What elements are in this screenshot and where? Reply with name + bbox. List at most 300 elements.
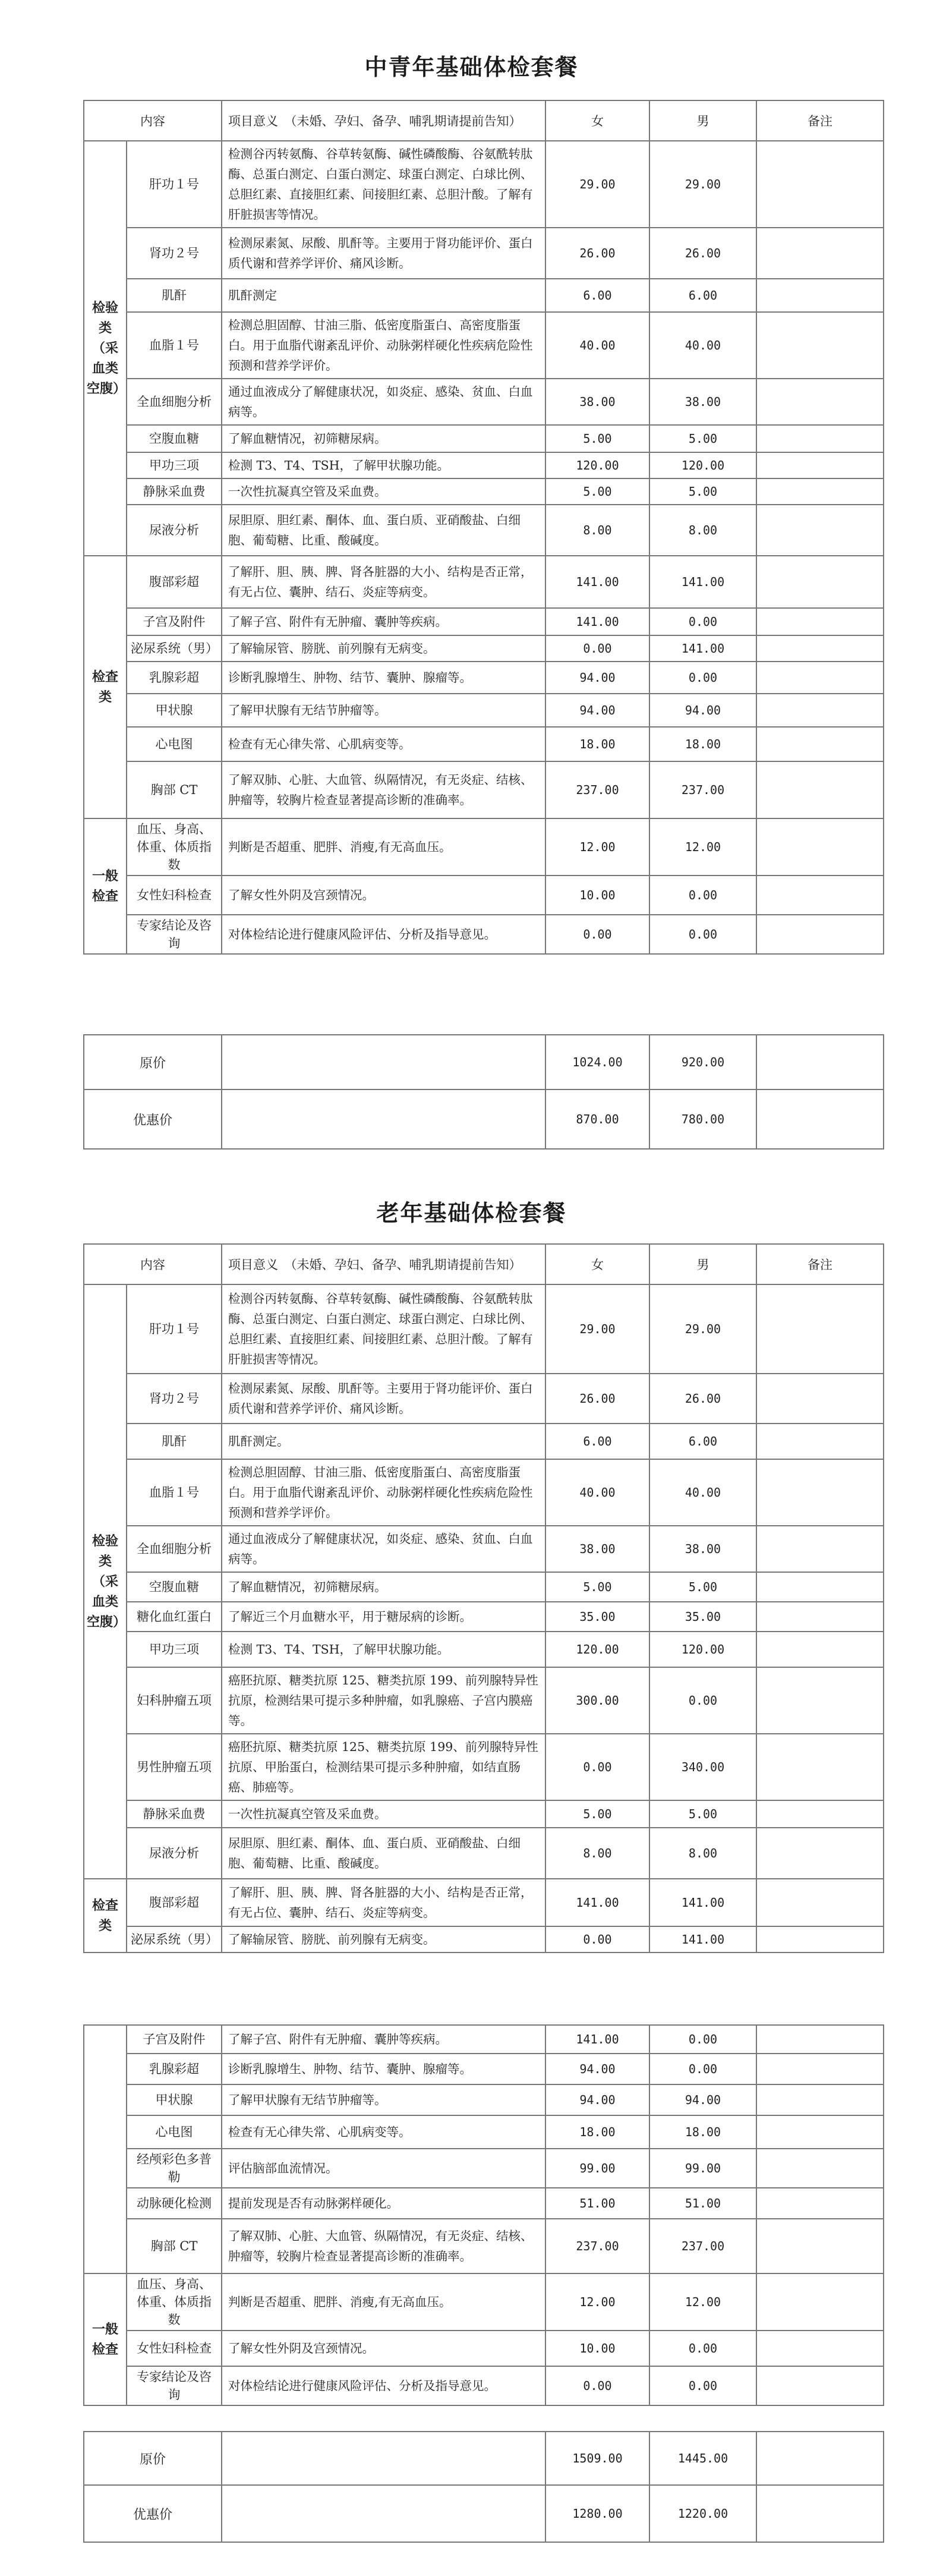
item-name: 肾功２号 — [127, 1374, 222, 1424]
table-row — [84, 505, 884, 556]
note-cell — [756, 1572, 884, 1602]
note-cell — [756, 1374, 884, 1424]
table-row — [84, 2054, 884, 2084]
item-name: 腹部彩超 — [127, 1879, 222, 1926]
price-male: 29.00 — [649, 1284, 756, 1374]
table-row — [84, 635, 884, 662]
table-row — [84, 608, 884, 635]
item-description: 了解甲状腺有无结节肿瘤等。 — [222, 2084, 545, 2115]
note-cell — [756, 2188, 884, 2219]
item-description: 判断是否超重、肥胖、消瘦,有无高血压。 — [222, 818, 545, 876]
item-name: 心电图 — [127, 727, 222, 761]
table-row — [84, 1632, 884, 1667]
discount-price-label: 优惠价 — [84, 2485, 222, 2542]
price-female: 12.00 — [545, 2273, 649, 2331]
note-cell — [756, 1602, 884, 1632]
price-female: 12.00 — [545, 818, 649, 876]
price-male: 5.00 — [649, 425, 756, 452]
price-male: 340.00 — [649, 1734, 756, 1800]
item-name: 糖化血红蛋白 — [127, 1602, 222, 1632]
item-name: 静脉采血费 — [127, 1800, 222, 1828]
note-cell — [756, 1424, 884, 1459]
item-name: 尿液分析 — [127, 1828, 222, 1879]
note-cell — [756, 915, 884, 954]
note-cell — [756, 478, 884, 505]
discount-price-male: 1220.00 — [649, 2485, 756, 2542]
item-name: 全血细胞分析 — [127, 1526, 222, 1572]
table-row — [84, 425, 884, 452]
price-female: 0.00 — [545, 2366, 649, 2405]
category-cell: 一般检查 — [84, 2273, 127, 2405]
item-description: 检查有无心律失常、心肌病变等。 — [222, 2115, 545, 2149]
note-cell — [756, 608, 884, 635]
note-cell — [756, 2054, 884, 2084]
table-row — [84, 1926, 884, 1953]
price-male: 120.00 — [649, 1632, 756, 1667]
item-description: 了解血糖情况，初筛糖尿病。 — [222, 425, 545, 452]
note-cell — [756, 876, 884, 915]
item-name: 甲功三项 — [127, 452, 222, 478]
price-female: 300.00 — [545, 1667, 649, 1734]
price-female: 0.00 — [545, 1734, 649, 1800]
price-male: 29.00 — [649, 141, 756, 228]
item-name: 血压、身高、体重、体质指数 — [127, 818, 222, 876]
table-row — [84, 2219, 884, 2273]
item-description: 对体检结论进行健康风险评估、分析及指导意见。 — [222, 2366, 545, 2405]
note-cell — [756, 2331, 884, 2366]
discount-price-female: 1280.00 — [545, 2485, 649, 2542]
price-male: 0.00 — [649, 608, 756, 635]
note-cell — [756, 2273, 884, 2331]
item-description: 了解肝、胆、胰、脾、肾各脏器的大小、结构是否正常，有无占位、囊肿、结石、炎症等病变。 — [222, 556, 545, 608]
item-description: 检测总胆固醇、甘油三脂、低密度脂蛋白、高密度脂蛋白。用于血脂代谢紊乱评价、动脉粥样硬化性疾病危险性预测和营养学评价。 — [222, 312, 545, 379]
note-cell — [756, 2025, 884, 2054]
item-name: 甲状腺 — [127, 694, 222, 727]
price-male: 0.00 — [649, 2054, 756, 2084]
discount-price-row — [84, 2485, 884, 2542]
item-description: 诊断乳腺增生、肿物、结节、囊肿、腺瘤等。 — [222, 2054, 545, 2084]
table-row — [84, 2188, 884, 2219]
table-row — [84, 1424, 884, 1459]
item-description: 尿胆原、胆红素、酮体、血、蛋白质、亚硝酸盐、白细胞、葡萄糖、比重、酸碱度。 — [222, 1828, 545, 1879]
category-cell: 检查类 — [84, 1879, 127, 1953]
note-cell — [756, 1526, 884, 1572]
price-female: 35.00 — [545, 1602, 649, 1632]
table-row — [84, 228, 884, 279]
price-female: 120.00 — [545, 1632, 649, 1667]
note-cell — [756, 1879, 884, 1926]
price-male: 141.00 — [649, 635, 756, 662]
table-row — [84, 1526, 884, 1572]
price-male: 38.00 — [649, 1526, 756, 1572]
item-description: 检测谷丙转氨酶、谷草转氨酶、碱性磷酸酶、谷氨酰转肽酶、总蛋白测定、白蛋白测定、球蛋白测定、白球比例、总胆红素、直接胆红素、间接胆红素、总胆汁酸。了解有肝脏损害等情况。 — [222, 141, 545, 228]
discount-price-female: 870.00 — [545, 1089, 649, 1149]
item-description: 了解双肺、心脏、大血管、纵隔情况，有无炎症、结核、肿瘤等，较胸片检查显著提高诊断的准确率。 — [222, 761, 545, 818]
item-description: 了解血糖情况，初筛糖尿病。 — [222, 1572, 545, 1602]
note-cell — [756, 425, 884, 452]
item-description: 检测谷丙转氨酶、谷草转氨酶、碱性磷酸酶、谷氨酰转肽酶、总蛋白测定、白蛋白测定、球蛋白测定、白球比例、总胆红素、直接胆红素、间接胆红素、总胆汁酸。了解有肝脏损害等情况。 — [222, 1284, 545, 1374]
price-male: 5.00 — [649, 1572, 756, 1602]
item-name: 女性妇科检查 — [127, 2331, 222, 2366]
item-name: 泌尿系统（男） — [127, 1926, 222, 1953]
note-cell — [756, 662, 884, 694]
table-row — [84, 761, 884, 818]
price-female: 26.00 — [545, 228, 649, 279]
price-female: 141.00 — [545, 1879, 649, 1926]
note-cell — [756, 1800, 884, 1828]
table-row — [84, 1879, 884, 1926]
note-cell — [756, 2366, 884, 2405]
header-meaning: 项目意义 （未婚、孕妇、备孕、哺乳期请提前告知） — [222, 1244, 545, 1284]
price-male: 40.00 — [649, 312, 756, 379]
item-description: 检测 T3、T4、TSH，了解甲状腺功能。 — [222, 1632, 545, 1667]
note-cell — [756, 761, 884, 818]
price-female: 38.00 — [545, 1526, 649, 1572]
item-name: 泌尿系统（男） — [127, 635, 222, 662]
price-female: 5.00 — [545, 425, 649, 452]
price-male: 0.00 — [649, 876, 756, 915]
item-description: 评估脑部血流情况。 — [222, 2149, 545, 2188]
table-row — [84, 1800, 884, 1828]
price-female: 5.00 — [545, 1572, 649, 1602]
table-row — [84, 478, 884, 505]
note-cell — [756, 452, 884, 478]
item-name: 专家结论及咨询 — [127, 915, 222, 954]
price-male: 94.00 — [649, 694, 756, 727]
item-name: 经颅彩色多普勒 — [127, 2149, 222, 2188]
note-cell — [756, 556, 884, 608]
note-cell — [756, 635, 884, 662]
item-description: 对体检结论进行健康风险评估、分析及指导意见。 — [222, 915, 545, 954]
price-male: 40.00 — [649, 1459, 756, 1526]
item-description: 检测尿素氮、尿酸、肌酐等。主要用于肾功能评价、蛋白质代谢和营养学评价、痛风诊断。 — [222, 228, 545, 279]
table-row — [84, 1734, 884, 1800]
price-male: 141.00 — [649, 1879, 756, 1926]
header-female: 女 — [545, 1244, 649, 1284]
item-name: 全血细胞分析 — [127, 379, 222, 425]
header-meaning: 项目意义 （未婚、孕妇、备孕、哺乳期请提前告知） — [222, 100, 545, 141]
price-female: 94.00 — [545, 694, 649, 727]
price-male: 26.00 — [649, 1374, 756, 1424]
price-male: 120.00 — [649, 452, 756, 478]
item-name: 血脂１号 — [127, 1459, 222, 1526]
price-female: 237.00 — [545, 761, 649, 818]
price-female: 94.00 — [545, 2054, 649, 2084]
item-name: 胸部 CT — [127, 761, 222, 818]
price-female: 141.00 — [545, 556, 649, 608]
item-name: 血压、身高、体重、体质指数 — [127, 2273, 222, 2331]
price-female: 141.00 — [545, 608, 649, 635]
note-cell — [756, 141, 884, 228]
table-row — [84, 727, 884, 761]
note-cell — [756, 727, 884, 761]
table-row — [84, 1459, 884, 1526]
price-female: 0.00 — [545, 915, 649, 954]
category-cell: 检验类（采血类空腹） — [84, 141, 127, 556]
original-price-female: 1509.00 — [545, 2432, 649, 2485]
note-cell — [756, 2084, 884, 2115]
item-description: 检测总胆固醇、甘油三脂、低密度脂蛋白、高密度脂蛋白。用于血脂代谢紊乱评价、动脉粥样硬化性疾病危险性预测和营养学评价。 — [222, 1459, 545, 1526]
note-cell — [756, 1734, 884, 1800]
table-header-row — [84, 100, 884, 141]
table-row — [84, 2149, 884, 2188]
note-cell — [756, 694, 884, 727]
item-name: 女性妇科检查 — [127, 876, 222, 915]
item-name: 血脂１号 — [127, 312, 222, 379]
item-name: 空腹血糖 — [127, 425, 222, 452]
price-female: 94.00 — [545, 662, 649, 694]
price-female: 0.00 — [545, 1926, 649, 1953]
item-name: 乳腺彩超 — [127, 2054, 222, 2084]
item-description: 通过血液成分了解健康状况，如炎症、感染、贫血、白血病等。 — [222, 379, 545, 425]
item-description: 了解双肺、心脏、大血管、纵隔情况，有无炎症、结核、肿瘤等，较胸片检查显著提高诊断的准确率。 — [222, 2219, 545, 2273]
price-male: 0.00 — [649, 915, 756, 954]
table-row — [84, 2331, 884, 2366]
note-cell — [756, 1284, 884, 1374]
table-row — [84, 876, 884, 915]
price-male: 5.00 — [649, 478, 756, 505]
note-cell — [756, 1667, 884, 1734]
price-male: 94.00 — [649, 2084, 756, 2115]
item-description: 一次性抗凝真空管及采血费。 — [222, 478, 545, 505]
table-row — [84, 1602, 884, 1632]
price-male: 141.00 — [649, 556, 756, 608]
price-male: 8.00 — [649, 1828, 756, 1879]
price-male: 12.00 — [649, 2273, 756, 2331]
price-male: 38.00 — [649, 379, 756, 425]
item-description: 了解肝、胆、胰、脾、肾各脏器的大小、结构是否正常，有无占位、囊肿、结石、炎症等病变。 — [222, 1879, 545, 1926]
item-description: 了解甲状腺有无结节肿瘤等。 — [222, 694, 545, 727]
price-male: 6.00 — [649, 1424, 756, 1459]
item-name: 甲功三项 — [127, 1632, 222, 1667]
item-name: 甲状腺 — [127, 2084, 222, 2115]
item-description: 了解近三个月血糖水平，用于糖尿病的诊断。 — [222, 1602, 545, 1632]
note-cell — [756, 2115, 884, 2149]
header-note: 备注 — [756, 1244, 884, 1284]
note-cell — [756, 1828, 884, 1879]
price-male: 237.00 — [649, 761, 756, 818]
table-row — [84, 1374, 884, 1424]
table-row — [84, 279, 884, 312]
item-description: 癌胚抗原、糖类抗原 125、糖类抗原 199、前列腺特异性抗原、甲胎蛋白，检测结果可提示多种肿瘤，如结直肠癌、肺癌等。 — [222, 1734, 545, 1800]
package-title: 老年基础体检套餐 — [376, 1199, 567, 1226]
price-female: 5.00 — [545, 1800, 649, 1828]
item-name: 腹部彩超 — [127, 556, 222, 608]
price-female: 8.00 — [545, 505, 649, 556]
price-female: 29.00 — [545, 1284, 649, 1374]
item-name: 空腹血糖 — [127, 1572, 222, 1602]
item-name: 肝功１号 — [127, 1284, 222, 1374]
price-male: 35.00 — [649, 1602, 756, 1632]
original-price-male: 920.00 — [649, 1035, 756, 1089]
item-name: 肌酐 — [127, 1424, 222, 1459]
note-cell — [756, 2219, 884, 2273]
price-female: 94.00 — [545, 2084, 649, 2115]
price-male: 237.00 — [649, 2219, 756, 2273]
price-female: 6.00 — [545, 1424, 649, 1459]
price-female: 5.00 — [545, 478, 649, 505]
category-cell — [84, 2025, 127, 2273]
package-table-continued — [83, 2024, 884, 2406]
price-female: 10.00 — [545, 2331, 649, 2366]
discount-price-male: 780.00 — [649, 1089, 756, 1149]
note-cell — [756, 279, 884, 312]
package-title: 中青年基础体检套餐 — [364, 53, 579, 80]
price-female: 51.00 — [545, 2188, 649, 2219]
package-table — [83, 1243, 884, 1953]
item-name: 乳腺彩超 — [127, 662, 222, 694]
price-male: 18.00 — [649, 727, 756, 761]
price-female: 141.00 — [545, 2025, 649, 2054]
note-cell — [756, 312, 884, 379]
price-male: 0.00 — [649, 2025, 756, 2054]
item-description: 了解女性外阴及宫颈情况。 — [222, 876, 545, 915]
header-content: 内容 — [84, 1244, 222, 1284]
category-cell: 检查类 — [84, 556, 127, 818]
item-name: 动脉硬化检测 — [127, 2188, 222, 2219]
price-table — [83, 1034, 884, 1150]
price-female: 40.00 — [545, 1459, 649, 1526]
table-row — [84, 1667, 884, 1734]
price-male: 0.00 — [649, 662, 756, 694]
note-cell — [756, 505, 884, 556]
item-name: 专家结论及咨询 — [127, 2366, 222, 2405]
price-female: 18.00 — [545, 727, 649, 761]
price-female: 18.00 — [545, 2115, 649, 2149]
category-cell: 检验类（采血类空腹） — [84, 1284, 127, 1879]
price-male: 26.00 — [649, 228, 756, 279]
item-name: 子宫及附件 — [127, 2025, 222, 2054]
table-row — [84, 312, 884, 379]
item-description: 肌酐测定。 — [222, 1424, 545, 1459]
table-row — [84, 662, 884, 694]
item-description: 了解输尿管、膀胱、前列腺有无病变。 — [222, 1926, 545, 1953]
note-cell — [756, 228, 884, 279]
price-male: 0.00 — [649, 2366, 756, 2405]
item-description: 通过血液成分了解健康状况，如炎症、感染、贫血、白血病等。 — [222, 1526, 545, 1572]
table-row — [84, 694, 884, 727]
price-male: 99.00 — [649, 2149, 756, 2188]
item-name: 男性肿瘤五项 — [127, 1734, 222, 1800]
item-name: 妇科肿瘤五项 — [127, 1667, 222, 1734]
item-description: 检查有无心律失常、心肌病变等。 — [222, 727, 545, 761]
table-header-row — [84, 1244, 884, 1284]
category-cell: 一般检查 — [84, 818, 127, 954]
price-male: 8.00 — [649, 505, 756, 556]
header-female: 女 — [545, 100, 649, 141]
price-female: 26.00 — [545, 1374, 649, 1424]
price-male: 0.00 — [649, 1667, 756, 1734]
note-cell — [756, 1632, 884, 1667]
price-female: 10.00 — [545, 876, 649, 915]
price-male: 51.00 — [649, 2188, 756, 2219]
price-female: 99.00 — [545, 2149, 649, 2188]
original-price-row — [84, 2432, 884, 2485]
price-female: 0.00 — [545, 635, 649, 662]
price-male: 141.00 — [649, 1926, 756, 1953]
item-name: 尿液分析 — [127, 505, 222, 556]
price-male: 5.00 — [649, 1800, 756, 1828]
item-description: 尿胆原、胆红素、酮体、血、蛋白质、亚硝酸盐、白细胞、葡萄糖、比重、酸碱度。 — [222, 505, 545, 556]
discount-price-row — [84, 1089, 884, 1149]
item-description: 一次性抗凝真空管及采血费。 — [222, 1800, 545, 1828]
price-male: 12.00 — [649, 818, 756, 876]
item-name: 子宫及附件 — [127, 608, 222, 635]
item-description: 诊断乳腺增生、肿物、结节、囊肿、腺瘤等。 — [222, 662, 545, 694]
price-female: 29.00 — [545, 141, 649, 228]
item-description: 了解子宫、附件有无肿瘤、囊肿等疾病。 — [222, 608, 545, 635]
original-price-row — [84, 1035, 884, 1089]
table-row — [84, 2273, 884, 2331]
item-description: 提前发现是否有动脉粥样硬化。 — [222, 2188, 545, 2219]
table-row — [84, 2025, 884, 2054]
item-description: 检测尿素氮、尿酸、肌酐等。主要用于肾功能评价、蛋白质代谢和营养学评价、痛风诊断。 — [222, 1374, 545, 1424]
item-name: 肾功２号 — [127, 228, 222, 279]
table-row — [84, 556, 884, 608]
table-row — [84, 2115, 884, 2149]
price-female: 38.00 — [545, 379, 649, 425]
table-row — [84, 1828, 884, 1879]
item-description: 判断是否超重、肥胖、消瘦,有无高血压。 — [222, 2273, 545, 2331]
item-description: 癌胚抗原、糖类抗原 125、糖类抗原 199、前列腺特异性抗原，检测结果可提示多种肿瘤，如乳腺癌、子宫内膜癌等。 — [222, 1667, 545, 1734]
item-name: 静脉采血费 — [127, 478, 222, 505]
item-description: 检测 T3、T4、TSH，了解甲状腺功能。 — [222, 452, 545, 478]
note-cell — [756, 818, 884, 876]
price-female: 237.00 — [545, 2219, 649, 2273]
table-row — [84, 2084, 884, 2115]
table-row — [84, 2366, 884, 2405]
note-cell — [756, 379, 884, 425]
note-cell — [756, 2149, 884, 2188]
original-price-male: 1445.00 — [649, 2432, 756, 2485]
package-table — [83, 100, 884, 955]
price-male: 0.00 — [649, 2331, 756, 2366]
price-table — [83, 2431, 884, 2543]
original-price-label: 原价 — [84, 1035, 222, 1089]
table-row — [84, 818, 884, 876]
item-description: 了解输尿管、膀胱、前列腺有无病变。 — [222, 635, 545, 662]
price-female: 8.00 — [545, 1828, 649, 1879]
table-row — [84, 141, 884, 228]
table-row — [84, 379, 884, 425]
item-description: 肌酐测定 — [222, 279, 545, 312]
note-cell — [756, 1459, 884, 1526]
item-name: 心电图 — [127, 2115, 222, 2149]
header-note: 备注 — [756, 100, 884, 141]
price-female: 6.00 — [545, 279, 649, 312]
header-male: 男 — [649, 1244, 756, 1284]
table-row — [84, 1572, 884, 1602]
header-content: 内容 — [84, 100, 222, 141]
original-price-female: 1024.00 — [545, 1035, 649, 1089]
table-row — [84, 452, 884, 478]
table-row — [84, 915, 884, 954]
item-name: 胸部 CT — [127, 2219, 222, 2273]
item-name: 肝功１号 — [127, 141, 222, 228]
price-female: 120.00 — [545, 452, 649, 478]
original-price-label: 原价 — [84, 2432, 222, 2485]
header-male: 男 — [649, 100, 756, 141]
discount-price-label: 优惠价 — [84, 1089, 222, 1149]
table-row — [84, 1284, 884, 1374]
item-description: 了解子宫、附件有无肿瘤、囊肿等疾病。 — [222, 2025, 545, 2054]
item-name: 肌酐 — [127, 279, 222, 312]
note-cell — [756, 1926, 884, 1953]
price-male: 6.00 — [649, 279, 756, 312]
price-male: 18.00 — [649, 2115, 756, 2149]
price-female: 40.00 — [545, 312, 649, 379]
item-description: 了解女性外阴及宫颈情况。 — [222, 2331, 545, 2366]
